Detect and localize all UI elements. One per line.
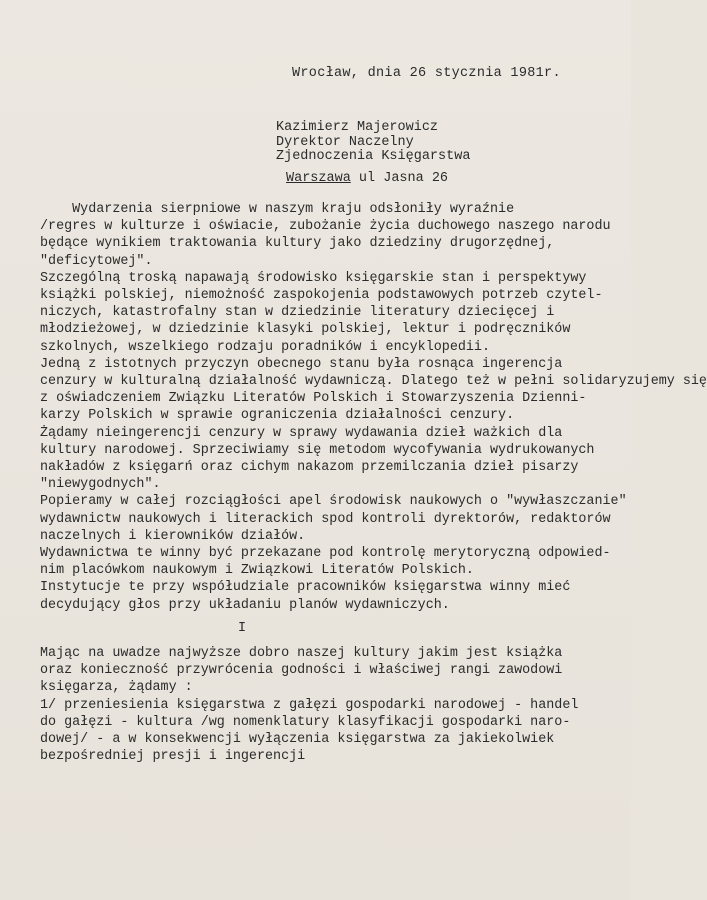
recipient-address: [286, 171, 448, 186]
text-line: dowej/ - a w konsekwencji wyłączenia księgarstwa za jakiekolwiek: [40, 732, 555, 748]
text-line: bezpośredniej presji i ingerencji: [40, 749, 306, 765]
text-line: decydujący głos przy układaniu planów wydawniczych.: [40, 597, 450, 613]
section-paragraphs: [40, 645, 620, 765]
letter-date: Wrocław, dnia 26 stycznia 1981r.: [292, 66, 561, 81]
text-line: "deficytowej".: [40, 253, 153, 269]
text-line: Mając na uwadze najwyższe dobro naszej kultury jakim jest książka: [40, 646, 563, 662]
recipient-city: Warszawa: [286, 171, 351, 186]
text-line: Wydawnictwa te winny być przekazane pod kontrolę merytoryczną odpowied-: [40, 546, 611, 562]
text-line: Żądamy nieingerencji cenzury w sprawy wydawania dzieł ważkich dla: [40, 425, 563, 441]
text-line: księgarza, żądamy :: [40, 680, 193, 696]
text-line: 1/ przeniesienia księgarstwa z gałęzi gospodarki narodowej - handel: [40, 697, 579, 713]
section-heading: I: [238, 620, 247, 636]
text-line: naczelnych i kierowników działów.: [40, 528, 306, 544]
text-line: karzy Polskich w sprawie ograniczenia działalności cenzury.: [40, 408, 515, 424]
text-line: książki polskiej, niemożność zaspokojenia podstawowych potrzeb czytel-: [40, 288, 603, 304]
text-line: Instytucje te przy współudziale pracowników księgarstwa winny mieć: [40, 580, 571, 596]
text-line: Szczególną troską napawają środowisko księgarskie stan i perspektywy: [40, 270, 587, 286]
text-line: /regres w kulturze i oświacie, zubożanie życia duchowego naszego narodu: [40, 219, 611, 235]
recipient-organization: Zjednoczenia Księgarstwa: [276, 149, 471, 164]
text-line: do gałęzi - kultura /wg nomenklatury klasyfikacji gospodarki naro-: [40, 714, 571, 730]
recipient-block: [276, 121, 470, 165]
text-line: młodzieżowej, w dziedzinie klasyki polskiej, lektur i podręczników: [40, 322, 571, 338]
recipient-street: ul Jasna 26: [358, 171, 449, 186]
text-line: szkolnych, wszelkiego rodzaju poradników i encyklopedii.: [40, 339, 490, 355]
text-line: będące wynikiem traktowania kultury jako dziedziny drugorzędnej,: [40, 236, 555, 252]
text-line: oraz konieczność przywrócenia godności i właściwej rangi zawodowi: [40, 663, 563, 679]
recipient-name: Kazimierz Majerowicz: [276, 120, 439, 135]
body-paragraphs: [40, 201, 707, 614]
text-line: kultury narodowej. Sprzeciwiamy się metodom wycofywania wydrukowanych: [40, 442, 595, 458]
text-line: nakładów z księgarń oraz cichym nakazom przemilczania dzieł pisarzy: [40, 460, 579, 476]
text-line: nim placówkom naukowym i Związkowi Literatów Polskich.: [40, 563, 474, 579]
text-line: Popieramy w całej rozciągłości apel środowisk naukowych o "wywłaszczanie": [40, 494, 627, 510]
text-line: Wydarzenia sierpniowe w naszym kraju odsłoniły wyraźnie: [40, 202, 515, 217]
recipient-position: Dyrektor Naczelny: [276, 134, 414, 150]
text-line: cenzury w kulturalną działalność wydawniczą. Dlatego też w pełni solidaryzujemy się: [40, 374, 707, 390]
letter-body: [40, 201, 707, 766]
text-line: "niewygodnych".: [40, 477, 161, 493]
text-line: z oświadczeniem Związku Literatów Polskich i Stowarzyszenia Dzienni-: [40, 391, 587, 407]
text-line: niczych, katastrofalny stan w dziedzinie literatury dziecięcej i: [40, 305, 555, 321]
text-line: wydawnictw naukowych i literackich spod kontroli dyrektorów, redaktorów: [40, 511, 611, 527]
text-line: Jedną z istotnych przyczyn obecnego stanu była rosnąca ingerencja: [40, 356, 563, 372]
